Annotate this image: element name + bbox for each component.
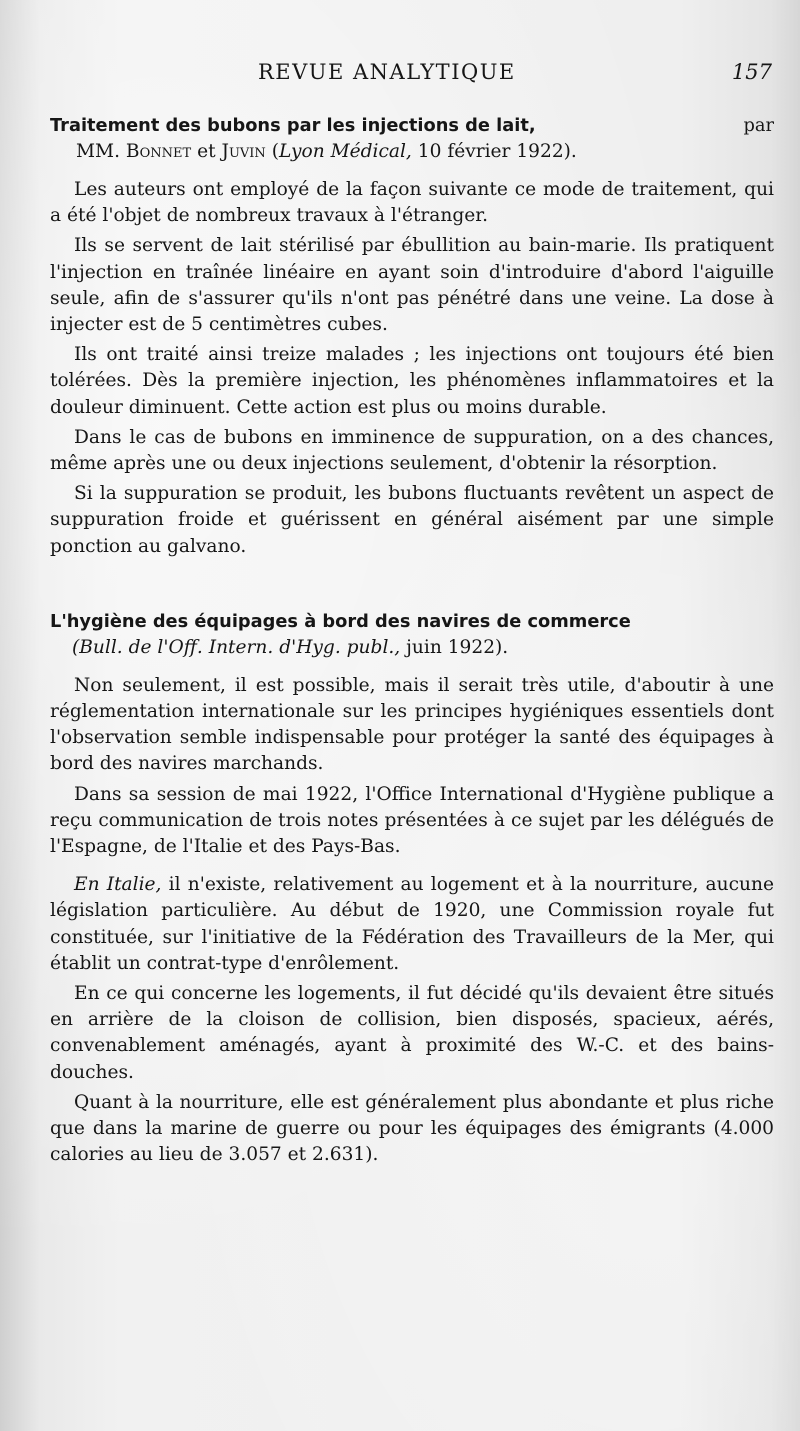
paragraph: Quant à la nourriture, elle est généralement plus abondante et plus riche que dans la marine de guerre ou pour les équipages des émigrants (4.000 calories au lieu de 3.057 et 2.631). — [50, 1091, 774, 1166]
author-name: Bonnet — [125, 141, 192, 162]
article-title: L'hygiène des équipages à bord des navires de commerce — [50, 610, 631, 632]
paragraph: Ils se servent de lait stérilisé par ébullition au bain-marie. Ils pratiquent l'injection en traînée linéaire en ayant soin d'introduire d'abord l'aiguille seule, afin de s'assurer qu'ils n'ont pas pénétré dans une veine. La dose à injecter est de 5 centimètres cubes. — [50, 235, 774, 336]
running-header — [0, 60, 800, 90]
paragraph-text: il n'existe, relativement au logement et à la nourriture, aucune législation particulière. Au début de 1920, une Commission royale fut constituée, sur l'initiative de la Fédération des Travailleurs de la Mer, qui établit un contrat-type d'enrôlement. — [50, 874, 774, 974]
running-title: REVUE ANALYTIQUE — [258, 60, 516, 84]
article-date: 10 février 1922). — [417, 141, 577, 162]
page-number: 157 — [731, 60, 772, 84]
byline-prefix: MM. — [76, 141, 120, 162]
article-title-par: par — [743, 115, 774, 136]
article-title — [50, 112, 774, 139]
article-title-text: Traitement des bubons par les injections de lait, — [50, 115, 536, 136]
paragraph: En ce qui concerne les logements, il fut décidé qu'ils devaient être situés en arrière de la cloison de collision, bien disposés, spacieux, aérés, convenablement aménagés, ayant à proximité des W.-C. et des bains-douches. — [50, 983, 774, 1083]
article-source: Lyon Médical, — [278, 141, 412, 162]
country-label: En Italie, — [74, 874, 162, 896]
article-milk-injections — [50, 112, 774, 560]
section-divider — [50, 564, 774, 608]
article-date: juin 1922). — [406, 636, 509, 658]
article-byline — [72, 635, 774, 661]
paragraph: Si la suppuration se produit, les bubons fluctuants revêtent un aspect de suppuration froide et guérissent en général aisément par une simple ponction au galvano. — [50, 483, 774, 557]
paragraph: Les auteurs ont employé de la façon suivante ce mode de traitement, qui a été l'objet de nombreux travaux à l'étranger. — [50, 179, 774, 227]
paragraph: Ils ont traité ainsi treize malades ; les injections ont toujours été bien tolérées. Dès la première injection, les phénomènes inflammatoires et la douleur diminuent. Cette action est plus ou moins durable. — [50, 344, 774, 418]
paragraph-gap — [50, 864, 774, 872]
article-byline: MM. Bonnet et Juvin (Lyon Médical, 10 février 1922). — [76, 141, 577, 162]
article-crew-hygiene — [50, 608, 774, 1169]
page-content — [50, 112, 774, 1173]
byline-conjunction: et — [197, 141, 216, 162]
paragraph: Dans le cas de bubons en imminence de suppuration, on a des chances, même après une ou deux injections seulement, d'obtenir la résorption. — [50, 426, 774, 475]
paragraph: Non seulement, il est possible, mais il serait très utile, d'aboutir à une réglementation internationale sur les principes hygiéniques essentiels dont l'observation semble indispensable pour protéger la santé des équipages à bord des navires marchands. — [50, 674, 774, 775]
article-source: (Bull. de l'Off. Intern. d'Hyg. publ., — [72, 636, 401, 658]
paragraph-italy — [50, 872, 774, 977]
author-name: Juvin — [221, 141, 266, 162]
paragraph: Dans sa session de mai 1922, l'Office International d'Hygiène publique a reçu communication de trois notes présentées à ce sujet par les délégués de l'Espagne, de l'Italie et des Pays-Bas. — [50, 783, 774, 858]
